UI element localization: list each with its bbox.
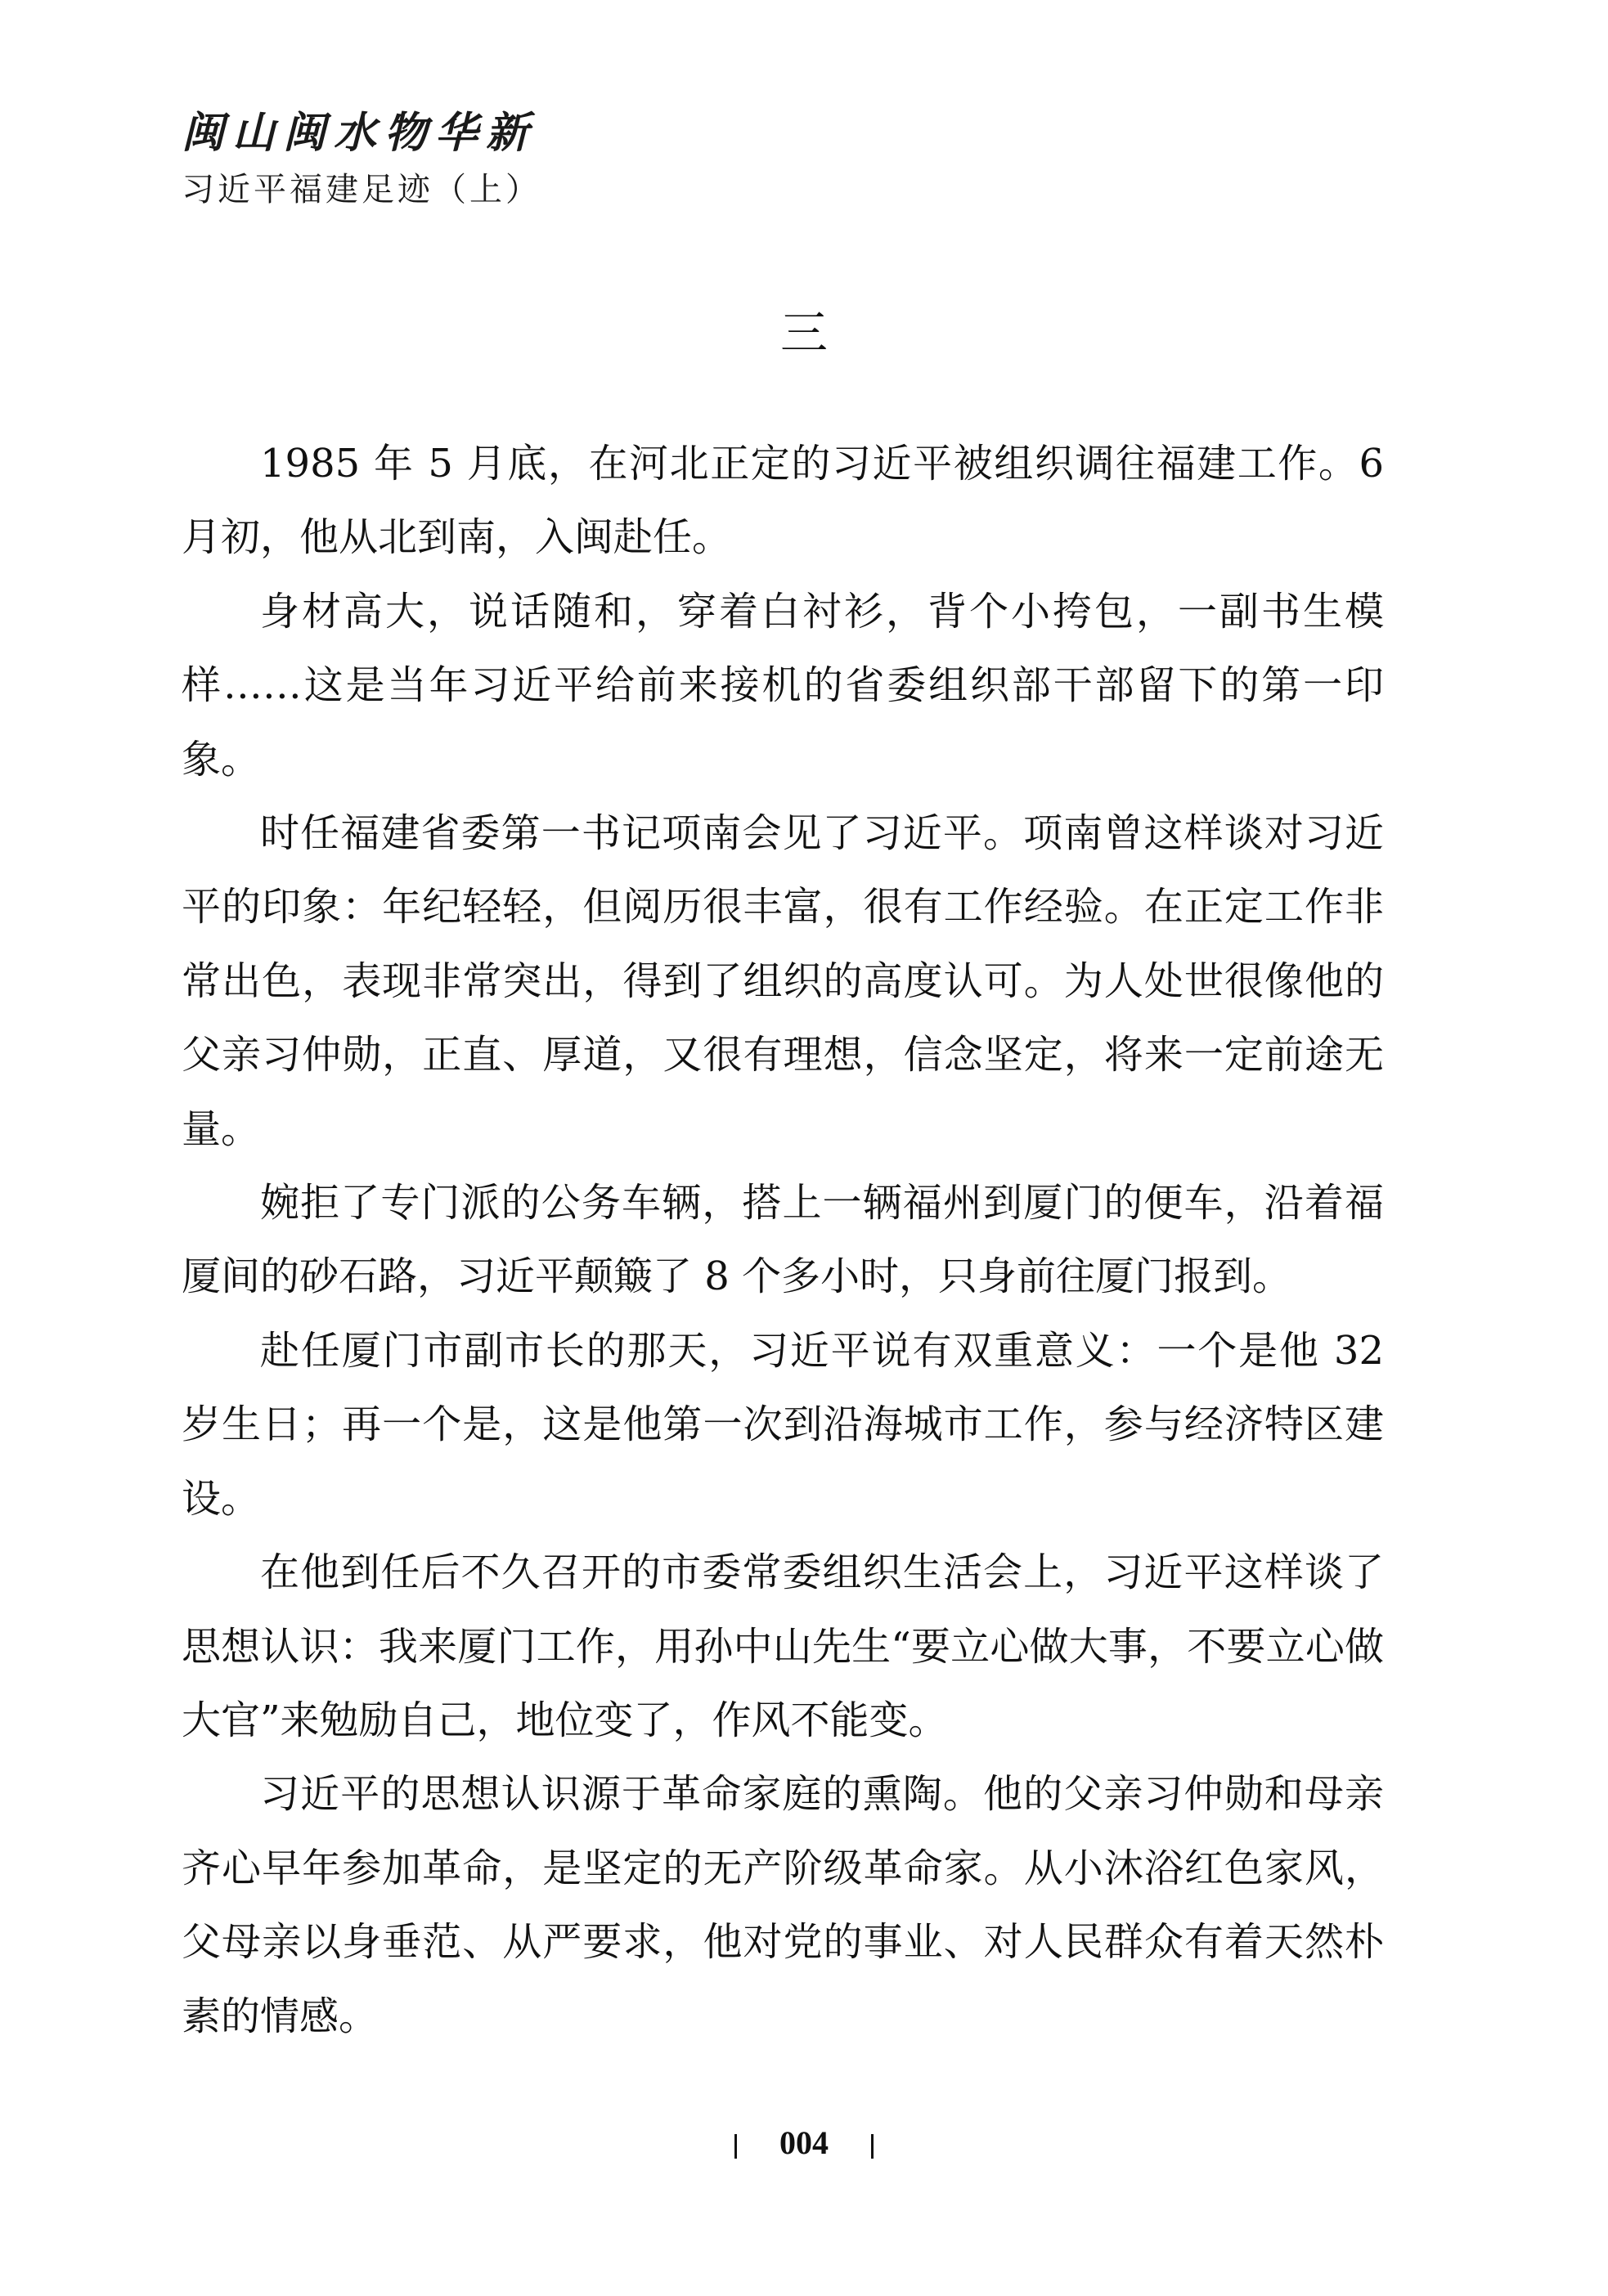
body-text: [182, 427, 1384, 2053]
paragraph: 身材高大，说话随和，穿着白衬衫，背个小挎包，一副书生模样……这是当年习近平给前来接机的省委组织部干部留下的第一印象。: [182, 588, 1384, 783]
book-subtitle: 习近平福建足迹（上）: [182, 171, 541, 209]
section-heading: 三: [779, 305, 828, 361]
paragraph: 时任福建省委第一书记项南会见了习近平。项南曾这样谈对习近平的印象：年纪轻轻，但阅历很丰富，很有工作经验。在正定工作非常出色，表现非常突出，得到了组织的高度认可。为人处世很像他的父亲习仲勋，正直、厚道，又很有理想，信念坚定，将来一定前途无量。: [182, 810, 1384, 1152]
folio-left-rule: [734, 2134, 737, 2159]
paragraph: 在他到任后不久召开的市委常委组织生活会上，习近平这样谈了思想认识：我来厦门工作，用孙中山先生“要立心做大事，不要立心做大官”来勉励自己，地位变了，作风不能变。: [182, 1549, 1384, 1743]
book-title: 闽山闽水物华新: [182, 108, 537, 158]
paragraph: 1985 年 5 月底，在河北正定的习近平被组织调往福建工作。6 月初，他从北到南，入闽赴任。: [182, 441, 1384, 561]
page-footer: [0, 2123, 1608, 2164]
paragraph: 婉拒了专门派的公务车辆，搭上一辆福州到厦门的便车，沿着福厦间的砂石路，习近平颠簸了 8 个多小时，只身前往厦门报到。: [182, 1180, 1384, 1300]
paragraph: 赴任厦门市副市长的那天，习近平说有双重意义：一个是他 32 岁生日；再一个是，这是他第一次到沿海城市工作，参与经济特区建设。: [182, 1327, 1384, 1522]
running-head: [182, 105, 918, 213]
folio-right-rule: [871, 2134, 874, 2159]
page-number: 004: [779, 2124, 829, 2161]
paragraph: 习近平的思想认识源于革命家庭的熏陶。他的父亲习仲勋和母亲齐心早年参加革命，是坚定的无产阶级革命家。从小沐浴红色家风，父母亲以身垂范、从严要求，他对党的事业、对人民群众有着天然朴素的情感。: [182, 1771, 1384, 2039]
